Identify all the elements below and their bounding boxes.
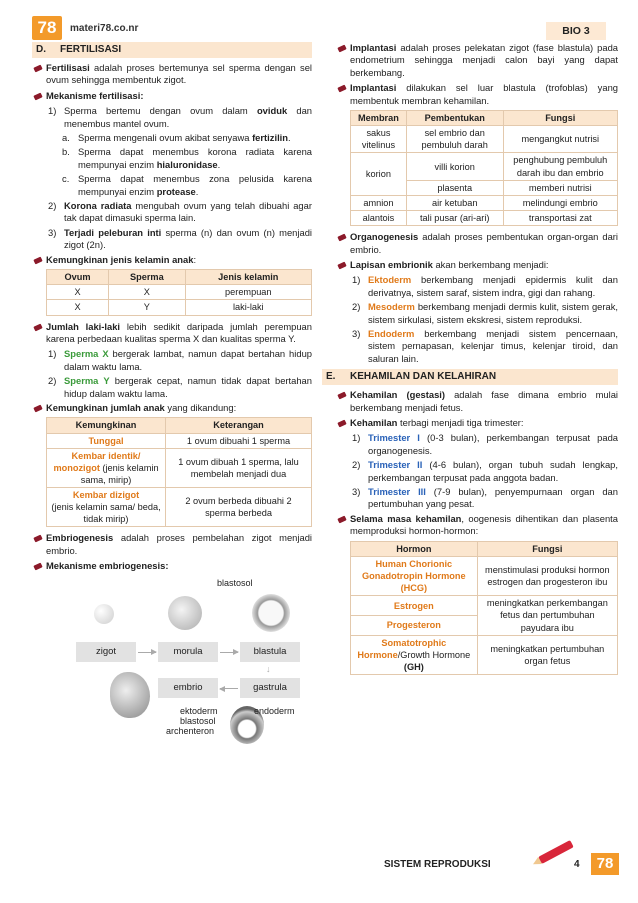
list-item: 1) Trimester I (0-3 bulan), perkembangan terpusat pada organogenesis. <box>352 432 619 456</box>
table-row: korion villi korion penghubung pembuluh darah ibu dan embrio <box>351 153 618 180</box>
page-number: 4 <box>574 859 580 870</box>
list-item: 1) Sperma bertemu dengan ovum dalam oviduk dan menembus mantel ovum. <box>48 105 313 129</box>
down-arrow: ↓ <box>266 663 271 674</box>
table-row: X Y laki-laki <box>47 300 312 315</box>
site-url: materi78.co.nr <box>70 23 139 34</box>
list-item: 2) Mesoderm berkembang menjadi dermis kulit, sistem gerak, sistem sirkulasi, sistem ekskresi, sistem reproduksi. <box>352 301 618 325</box>
list-item: 2) Korona radiata mengubah ovum yang telah dibuahi agar tak dapat dimasuki sperma lain. <box>48 200 312 224</box>
blastosol-label: blastosol <box>217 577 253 588</box>
kjk-title: Kemungkinan jenis kelamin anak: <box>32 254 312 266</box>
table-row: Human Chorionic Gonadotropin Hormone (HCG) menstimulasi produksi hormon estrogen dan progesteron ibu <box>351 556 618 595</box>
table-row: alantois tali pusar (ari-ari) transportasi zat <box>351 211 618 226</box>
embryogenesis-diagram <box>32 576 312 776</box>
endoderm-label: endoderm <box>254 705 295 716</box>
membrane-table: Membran Pembentukan Fungsi sakus vitelinus sel embrio dan pembuluh darah mengangkut nutrisi korion villi korion penghubung pembuluh darah ibu dan embrio plasenta memberi nutrisi amnion air ketuban melindungi embrio alantois tali pusar (ari-ari) transportasi zat <box>350 110 618 226</box>
subject-badge: BIO 3 <box>546 22 606 40</box>
table-row: X X perempuan <box>47 285 312 300</box>
table-row: Estrogen meningkatkan perkembangan fetus dan pertumbuhan payudara ibu <box>351 596 618 616</box>
left-column <box>32 42 312 776</box>
hormon-intro: Selama masa kehamilan, oogenesis dihentikan dan plasenta memproduksi hormon-hormon: <box>336 513 618 538</box>
hormone-table: Hormon Fungsi Human Chorionic Gonadotropin Hormone (HCG) menstimulasi produksi hormon estrogen dan progesteron ibu Estrogen meningkatkan perkembangan fetus dan pertumbuhan payudara ibu Progesteron Somatotrophic Hormone/Growth Hormone (GH) meningkatkan pertumbuhan organ fetus <box>350 541 618 675</box>
table-row: plasenta memberi nutrisi <box>351 180 618 195</box>
pencil-icon <box>538 840 574 864</box>
implantasi-desc: Implantasi dilakukan sel luar blastula (trofoblas) yang membentuk membran kehamilan. <box>336 82 618 107</box>
table-row: amnion air ketuban melindungi embrio <box>351 195 618 210</box>
list-item: 1) Ektoderm berkembang menjadi epidermis kulit dan derivatnya, sistem saraf, sistem indra, gigi dan rahang. <box>352 274 618 298</box>
embrio-box: embrio <box>158 678 218 698</box>
gastrula-box: gastrula <box>240 678 300 698</box>
list-item: 1) Sperma X bergerak lambat, namun dapat bertahan hidup dalam waktu lama. <box>48 348 312 372</box>
twins-table: Kemungkinan Keterangan Tunggal 1 ovum dibuahi 1 sperma Kembar identik/ monozigot (jenis kelamin sama, mirip) 1 ovum dibuah 1 sperma, lalu membelah menjadi dua Kembar dizigot (jenis kelamin sama/ beda, tidak mirip) 2 ovum berbeda dibuahi 2 sperma berbeda <box>46 417 312 527</box>
section-d-heading: D. FERTILISASI <box>32 42 312 58</box>
table-row: Kembar dizigot (jenis kelamin sama/ beda, tidak mirip) 2 ovum berbeda dibuahi 2 sperma berbeda <box>47 488 312 527</box>
archenteron-label: archenteron <box>166 725 215 736</box>
jumlah-laki: Jumlah laki-laki lebih sedikit daripada jumlah perempuan karena perbedaan kualitas sperma X dan kualitas sperma Y. <box>32 321 312 346</box>
list-item: a. Sperma mengenali ovum akibat senyawa fertizilin. <box>62 132 291 144</box>
arrow <box>220 688 238 689</box>
blastula-box: blastula <box>240 642 300 662</box>
list-item: 3) Endoderm berkembang menjadi sistem pencernaan, sistem pernapasan, kelenjar timus, kelenjar tiroid, dan saluran lain. <box>352 328 618 364</box>
table-row: Tunggal 1 ovum dibuahi 1 sperma <box>47 433 312 448</box>
lapisan-title: Lapisan embrionik akan berkembang menjadi: <box>336 259 618 271</box>
implantasi-def: Implantasi adalah proses pelekatan zigot (fase blastula) pada endometrium sehingga menjadi calon bayi yang dapat berkembang. <box>336 42 618 79</box>
table-row: sakus vitelinus sel embrio dan pembuluh darah mengangkut nutrisi <box>351 126 618 153</box>
blastosol-label-2: blastosol <box>180 715 216 726</box>
table-row: Somatotrophic Hormone/Growth Hormone (GH) meningkatkan pertumbuhan organ fetus <box>351 635 618 674</box>
kehamilan-def: Kehamilan (gestasi) adalah fase dimana embrio mulai berkembang menjadi fetus. <box>336 389 618 414</box>
gender-table: Ovum Sperma Jenis kelamin X X perempuan X Y laki-laki <box>46 269 312 315</box>
list-item: 2) Trimester II (4-6 bulan), organ tubuh sudah lengkap, perkembangan terpusat pada anggota badan. <box>352 459 618 483</box>
table-row: Kembar identik/ monozigot (jenis kelamin sama, mirip) 1 ovum dibuah 1 sperma, lalu membelah menjadi dua <box>47 448 312 487</box>
blastula-image <box>252 594 290 632</box>
kja-title: Kemungkinan jumlah anak yang dikandung: <box>32 402 312 414</box>
trimester-title: Kehamilan terbagi menjadi tiga trimester: <box>336 417 618 429</box>
list-item: b. Sperma dapat menembus korona radiata karena mempunyai enzim hialuronidase. <box>62 146 312 170</box>
mekanisme-embrio-title: Mekanisme embriogenesis: <box>32 560 312 572</box>
organogenesis-def: Organogenesis adalah proses pembentukan organ-organ dari embrio. <box>336 231 618 256</box>
arrow <box>138 652 156 653</box>
footer-title: SISTEM REPRODUKSI <box>384 859 491 870</box>
right-column <box>326 42 619 680</box>
section-e-heading: E. KEHAMILAN DAN KELAHIRAN <box>322 369 618 385</box>
arrow <box>220 652 238 653</box>
morula-box: morula <box>158 642 218 662</box>
footer-logo: 78 <box>591 853 619 875</box>
zygote-image <box>94 604 114 624</box>
morula-image <box>168 596 202 630</box>
ektoderm-label: ektoderm <box>180 705 218 716</box>
embryo-image <box>110 672 150 718</box>
fertilisasi-def: Fertilisasi adalah proses bertemunya sel sperma dengan sel ovum sehingga membentuk zigot. <box>32 62 312 87</box>
list-item: 2) Sperma Y bergerak cepat, namun tidak dapat bertahan hidup dalam waktu lama. <box>48 375 312 399</box>
table-row: Progesteron <box>351 615 618 635</box>
site-logo: 78 <box>32 16 62 40</box>
list-item: 3) Trimester III (7-9 bulan), penyempurnaan organ dan pertumbuhan yang pesat. <box>352 486 618 510</box>
mekanisme-title: Mekanisme fertilisasi: <box>32 90 312 102</box>
list-item: c. Sperma dapat menembus zona pelusida karena mempunyai enzim protease. <box>62 173 312 197</box>
zigot-box: zigot <box>76 642 136 662</box>
page-header <box>0 0 638 40</box>
list-item: 3) Terjadi peleburan inti sperma (n) dan ovum (n) menjadi zigot (2n). <box>48 226 312 251</box>
embriogenesis-def: Embriogenesis adalah proses pembelahan zigot menjadi embrio. <box>32 532 312 557</box>
